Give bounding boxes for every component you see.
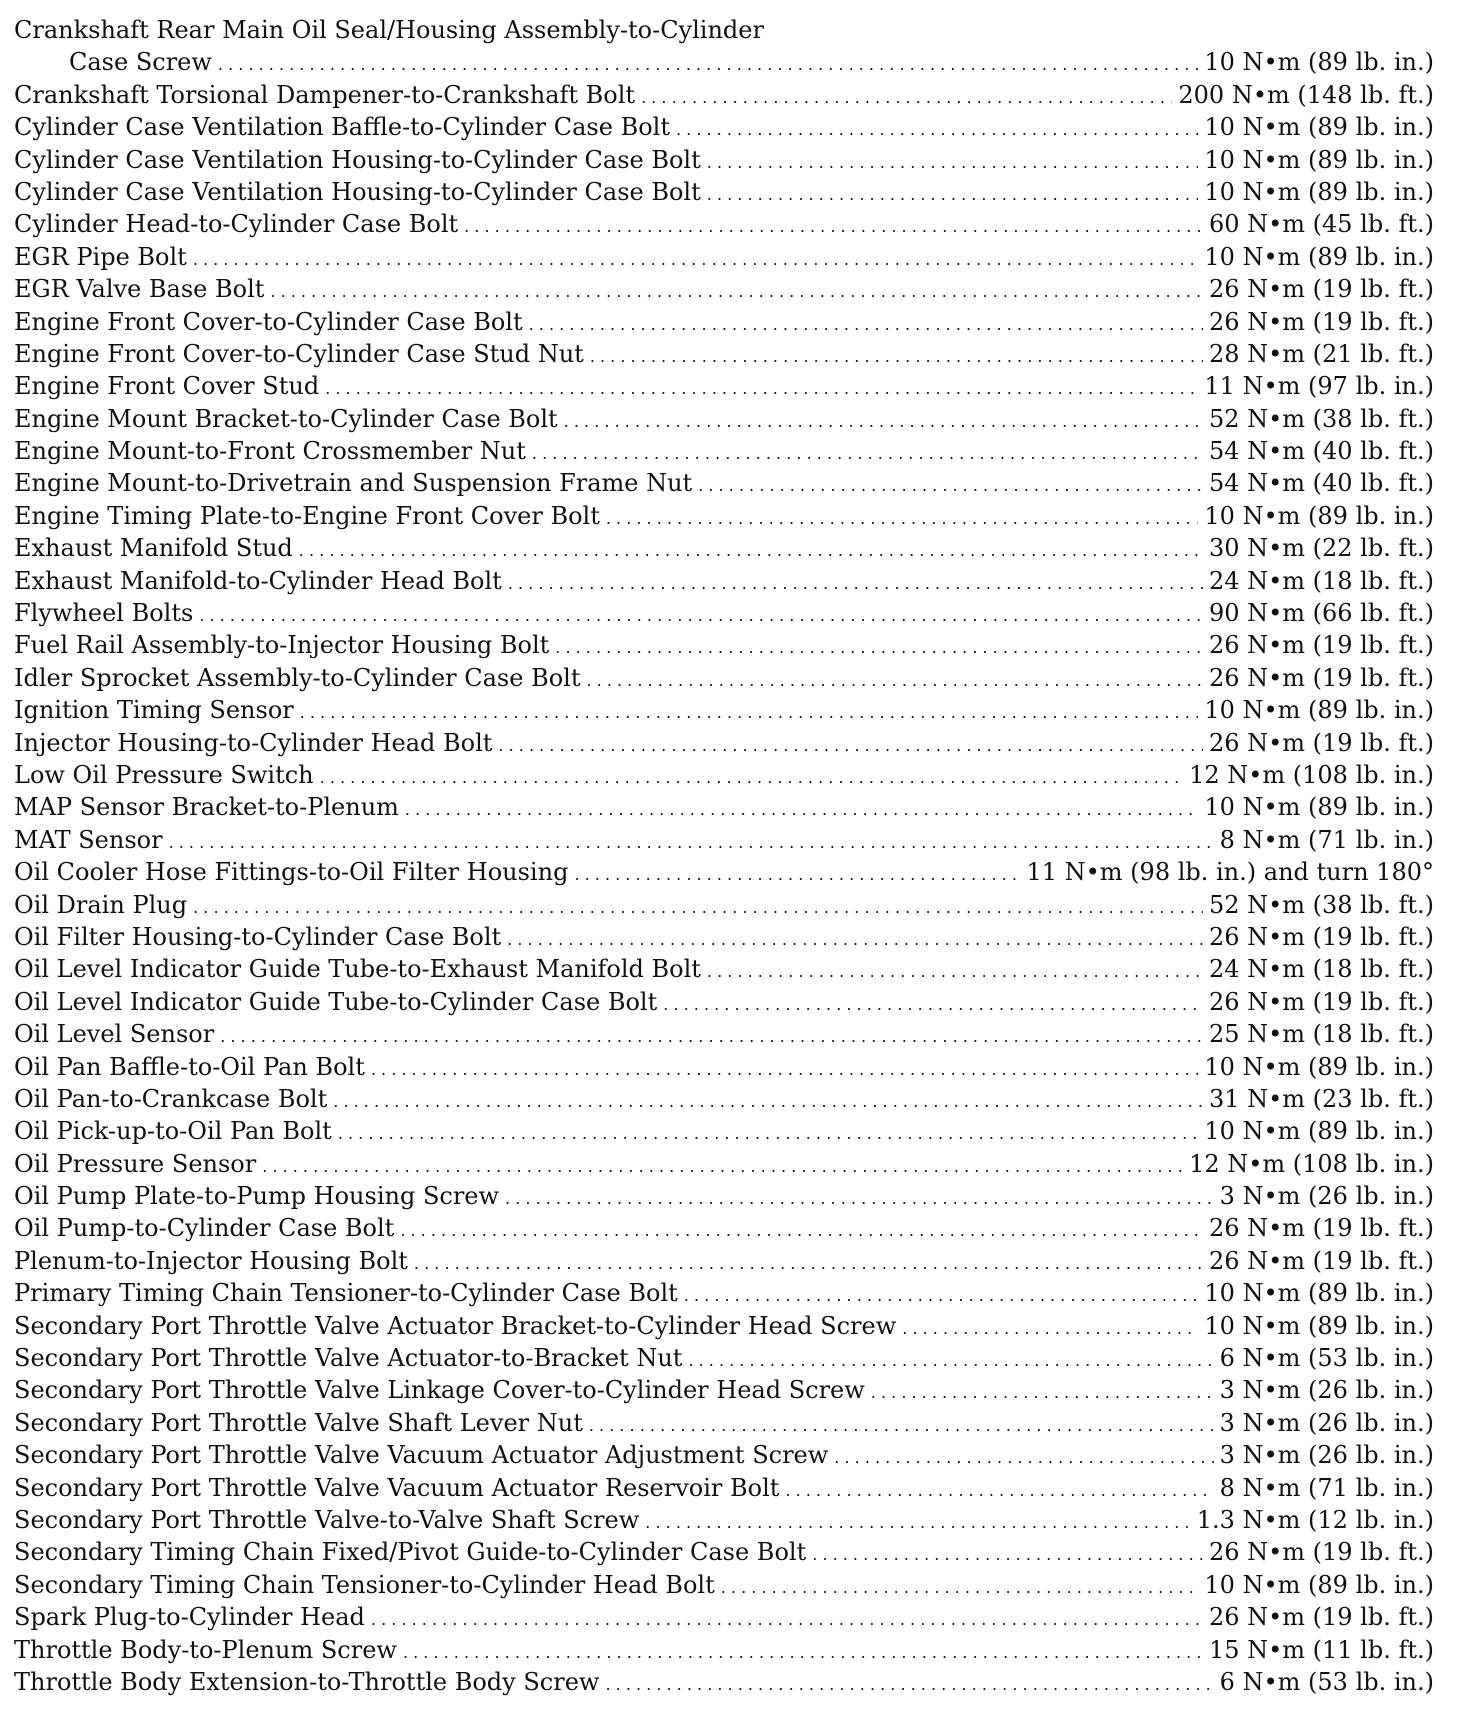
spec-label: Oil Pump-to-Cylinder Case Bolt (14, 1214, 395, 1243)
dot-leader (564, 403, 1203, 435)
spec-label: Oil Pump Plate-to-Pump Housing Screw (14, 1182, 500, 1211)
spec-label: Secondary Timing Chain Fixed/Pivot Guide-to-Cylinder Case Bolt (14, 1538, 807, 1567)
spec-value: 1.3 N•m (12 lb. in.) (1196, 1505, 1434, 1534)
spec-row (14, 403, 1434, 435)
spec-row (14, 1180, 1434, 1212)
spec-label: Low Oil Pressure Switch (14, 760, 314, 789)
spec-value: 26 N•m (19 lb. ft.) (1208, 1246, 1434, 1275)
spec-value: 52 N•m (38 lb. ft.) (1208, 890, 1434, 919)
spec-value: 90 N•m (66 lb. ft.) (1208, 599, 1434, 628)
spec-row (14, 1504, 1434, 1536)
spec-value: 11 N•m (97 lb. in.) (1204, 372, 1434, 401)
spec-value: 26 N•m (19 lb. ft.) (1208, 987, 1434, 1016)
spec-value: 60 N•m (45 lb. ft.) (1208, 210, 1434, 239)
spec-label: Engine Mount-to-Drivetrain and Suspension Frame Nut (14, 469, 693, 498)
spec-row (14, 1439, 1434, 1471)
dot-leader (193, 889, 1203, 921)
spec-label: Oil Pan Baffle-to-Oil Pan Bolt (14, 1052, 365, 1081)
spec-value: 15 N•m (11 lb. ft.) (1208, 1635, 1434, 1664)
dot-leader (645, 1504, 1190, 1536)
spec-label: Engine Mount-to-Front Crossmember Nut (14, 437, 526, 466)
spec-label: Engine Mount Bracket-to-Cylinder Case Bolt (14, 404, 558, 433)
dot-leader (199, 597, 1203, 629)
dot-leader (606, 500, 1198, 532)
spec-value: 26 N•m (19 lb. ft.) (1208, 728, 1434, 757)
spec-label: Engine Front Cover-to-Cylinder Case Bolt (14, 307, 523, 336)
spec-label: Crankshaft Rear Main Oil Seal/Housing Assembly-to-Cylinder (14, 16, 764, 44)
spec-label: Secondary Port Throttle Valve Vacuum Actuator Reservoir Bolt (14, 1473, 780, 1502)
spec-row (14, 1277, 1434, 1309)
spec-value: 10 N•m (89 lb. in.) (1204, 48, 1434, 77)
spec-row (14, 824, 1434, 856)
spec-label: Spark Plug-to-Cylinder Head (14, 1603, 365, 1632)
spec-label: Oil Pressure Sensor (14, 1149, 257, 1178)
spec-label: Secondary Port Throttle Valve Vacuum Actuator Adjustment Screw (14, 1441, 829, 1470)
dot-leader (812, 1536, 1203, 1568)
dot-leader (505, 1180, 1214, 1212)
spec-label: Secondary Port Throttle Valve Actuator-to-Bracket Nut (14, 1344, 683, 1373)
spec-row (14, 435, 1434, 467)
dot-leader (684, 1277, 1199, 1309)
spec-row (14, 1666, 1434, 1698)
dot-leader (400, 1212, 1203, 1244)
spec-row (14, 1536, 1434, 1568)
dot-leader (641, 79, 1172, 111)
spec-label: Idler Sprocket Assembly-to-Cylinder Case Bolt (14, 663, 581, 692)
spec-value: 24 N•m (18 lb. ft.) (1208, 566, 1434, 595)
spec-value: 10 N•m (89 lb. in.) (1204, 1117, 1434, 1146)
spec-label: Secondary Port Throttle Valve-to-Valve Shaft Screw (14, 1505, 640, 1534)
dot-leader (721, 1569, 1199, 1601)
spec-label: Primary Timing Chain Tensioner-to-Cylinder Case Bolt (14, 1279, 678, 1308)
spec-label: Cylinder Case Ventilation Housing-to-Cylinder Case Bolt (14, 145, 701, 174)
spec-row (14, 791, 1434, 823)
dot-leader (574, 856, 1020, 888)
spec-label: MAP Sensor Bracket-to-Plenum (14, 793, 399, 822)
dot-leader (193, 241, 1199, 273)
dot-leader (220, 1018, 1203, 1050)
spec-row (14, 370, 1434, 402)
spec-label: Plenum-to-Injector Housing Bolt (14, 1246, 408, 1275)
spec-row (14, 727, 1434, 759)
dot-leader (405, 791, 1198, 823)
dot-leader (464, 208, 1203, 240)
spec-row (14, 953, 1434, 985)
spec-row (14, 889, 1434, 921)
spec-row (14, 694, 1434, 726)
spec-value: 10 N•m (89 lb. in.) (1204, 1311, 1434, 1340)
spec-value: 10 N•m (89 lb. in.) (1204, 1570, 1434, 1599)
spec-label: Exhaust Manifold Stud (14, 534, 293, 563)
dot-leader (532, 435, 1203, 467)
spec-row (14, 79, 1434, 111)
spec-value: 3 N•m (26 lb. in.) (1219, 1441, 1434, 1470)
spec-value: 10 N•m (89 lb. in.) (1204, 1052, 1434, 1081)
spec-row (14, 1601, 1434, 1633)
spec-row (14, 306, 1434, 338)
spec-label: MAT Sensor (14, 825, 163, 854)
spec-label: Fuel Rail Assembly-to-Injector Housing Bolt (14, 631, 550, 660)
spec-label: Engine Timing Plate-to-Engine Front Cover Bolt (14, 501, 600, 530)
dot-leader (218, 46, 1198, 78)
spec-row (14, 1569, 1434, 1601)
spec-label: Oil Drain Plug (14, 890, 188, 919)
dot-leader (325, 370, 1198, 402)
spec-value: 26 N•m (19 lb. ft.) (1208, 922, 1434, 951)
spec-label: EGR Pipe Bolt (14, 242, 187, 271)
spec-row (14, 986, 1434, 1018)
spec-value: 26 N•m (19 lb. ft.) (1208, 1214, 1434, 1243)
dot-leader (698, 467, 1203, 499)
spec-row (14, 176, 1434, 208)
dot-leader (320, 759, 1183, 791)
spec-value: 26 N•m (19 lb. ft.) (1208, 1603, 1434, 1632)
dot-leader (871, 1374, 1214, 1406)
spec-value: 10 N•m (89 lb. in.) (1204, 177, 1434, 206)
spec-label: Secondary Port Throttle Valve Actuator Bracket-to-Cylinder Head Screw (14, 1311, 897, 1340)
spec-row (14, 241, 1434, 273)
dot-leader (605, 1666, 1213, 1698)
spec-value: 10 N•m (89 lb. in.) (1204, 696, 1434, 725)
spec-label: EGR Valve Base Bolt (14, 275, 265, 304)
spec-value: 26 N•m (19 lb. ft.) (1208, 275, 1434, 304)
spec-label: Cylinder Head-to-Cylinder Case Bolt (14, 210, 459, 239)
dot-leader (676, 111, 1198, 143)
spec-label: Cylinder Case Ventilation Housing-to-Cylinder Case Bolt (14, 177, 701, 206)
spec-row (14, 759, 1434, 791)
spec-row (14, 856, 1434, 888)
spec-row (14, 1018, 1434, 1050)
dot-leader (707, 176, 1199, 208)
spec-row (14, 144, 1434, 176)
dot-leader (371, 1051, 1198, 1083)
spec-value: 200 N•m (148 lb. ft.) (1178, 80, 1434, 109)
spec-label: Case Screw (69, 48, 212, 77)
spec-value: 12 N•m (108 lb. in.) (1189, 760, 1434, 789)
spec-value: 3 N•m (26 lb. in.) (1219, 1376, 1434, 1405)
spec-label: Engine Front Cover Stud (14, 372, 320, 401)
spec-row (14, 662, 1434, 694)
spec-row (14, 500, 1434, 532)
spec-label: Oil Level Indicator Guide Tube-to-Cylinder Case Bolt (14, 987, 658, 1016)
spec-row (14, 1374, 1434, 1406)
spec-row (14, 1472, 1434, 1504)
spec-row (14, 597, 1434, 629)
spec-label: Throttle Body-to-Plenum Screw (14, 1635, 397, 1664)
dot-leader (300, 694, 1199, 726)
spec-value: 26 N•m (19 lb. ft.) (1208, 631, 1434, 660)
spec-value: 8 N•m (71 lb. in.) (1219, 825, 1434, 854)
spec-label: Throttle Body Extension-to-Throttle Body Screw (14, 1667, 600, 1696)
dot-leader (688, 1342, 1213, 1374)
dot-leader (414, 1245, 1203, 1277)
spec-label: Secondary Port Throttle Valve Linkage Cover-to-Cylinder Head Screw (14, 1376, 865, 1405)
dot-leader (333, 1083, 1203, 1115)
spec-label: Engine Front Cover-to-Cylinder Case Stud Nut (14, 339, 584, 368)
dot-leader (299, 532, 1203, 564)
spec-value: 24 N•m (18 lb. ft.) (1208, 955, 1434, 984)
dot-leader (529, 306, 1203, 338)
spec-row (14, 46, 1434, 78)
spec-label: Oil Pan-to-Crankcase Bolt (14, 1084, 328, 1113)
spec-value: 26 N•m (19 lb. ft.) (1208, 307, 1434, 336)
spec-value: 10 N•m (89 lb. in.) (1204, 501, 1434, 530)
dot-leader (371, 1601, 1203, 1633)
spec-label: Cylinder Case Ventilation Baffle-to-Cylinder Case Bolt (14, 113, 670, 142)
spec-row (14, 1083, 1434, 1115)
spec-row (14, 1148, 1434, 1180)
spec-value: 10 N•m (89 lb. in.) (1204, 242, 1434, 271)
spec-label: Injector Housing-to-Cylinder Head Bolt (14, 728, 493, 757)
spec-value: 10 N•m (89 lb. in.) (1204, 113, 1434, 142)
spec-value: 10 N•m (89 lb. in.) (1204, 145, 1434, 174)
spec-value: 25 N•m (18 lb. ft.) (1208, 1020, 1434, 1049)
spec-value: 54 N•m (40 lb. ft.) (1208, 469, 1434, 498)
spec-value: 26 N•m (19 lb. ft.) (1208, 1538, 1434, 1567)
spec-value: 54 N•m (40 lb. ft.) (1208, 437, 1434, 466)
dot-leader (498, 727, 1203, 759)
spec-label: Flywheel Bolts (14, 599, 194, 628)
dot-leader (262, 1148, 1183, 1180)
torque-spec-list (14, 14, 1434, 1698)
spec-row (14, 14, 1434, 46)
spec-value: 6 N•m (53 lb. in.) (1219, 1667, 1434, 1696)
dot-leader (507, 921, 1203, 953)
spec-row (14, 208, 1434, 240)
spec-value: 31 N•m (23 lb. ft.) (1208, 1084, 1434, 1113)
spec-value: 28 N•m (21 lb. ft.) (1208, 339, 1434, 368)
spec-row (14, 1310, 1434, 1342)
spec-value: 30 N•m (22 lb. ft.) (1208, 534, 1434, 563)
spec-label: Crankshaft Torsional Dampener-to-Crankshaft Bolt (14, 80, 636, 109)
spec-row (14, 1212, 1434, 1244)
spec-row (14, 629, 1434, 661)
spec-label: Secondary Port Throttle Valve Shaft Lever Nut (14, 1408, 583, 1437)
spec-row (14, 1342, 1434, 1374)
spec-value: 3 N•m (26 lb. in.) (1219, 1408, 1434, 1437)
spec-value: 8 N•m (71 lb. in.) (1219, 1473, 1434, 1502)
spec-row (14, 921, 1434, 953)
dot-leader (589, 1407, 1214, 1439)
dot-leader (555, 629, 1203, 661)
dot-leader (785, 1472, 1213, 1504)
spec-label: Ignition Timing Sensor (14, 696, 294, 725)
spec-value: 10 N•m (89 lb. in.) (1204, 793, 1434, 822)
spec-value: 10 N•m (89 lb. in.) (1204, 1279, 1434, 1308)
dot-leader (834, 1439, 1213, 1471)
spec-row (14, 1051, 1434, 1083)
spec-label: Oil Level Sensor (14, 1020, 215, 1049)
dot-leader (707, 953, 1203, 985)
dot-leader (707, 144, 1199, 176)
spec-value: 11 N•m (98 lb. in.) and turn 180° (1026, 858, 1434, 887)
dot-leader (590, 338, 1203, 370)
spec-row (14, 338, 1434, 370)
dot-leader (403, 1634, 1203, 1666)
spec-label: Exhaust Manifold-to-Cylinder Head Bolt (14, 566, 502, 595)
spec-label: Oil Cooler Hose Fittings-to-Oil Filter Housing (14, 858, 569, 887)
spec-label: Oil Filter Housing-to-Cylinder Case Bolt (14, 922, 502, 951)
dot-leader (270, 273, 1203, 305)
spec-label: Secondary Timing Chain Tensioner-to-Cylinder Head Bolt (14, 1570, 715, 1599)
dot-leader (586, 662, 1202, 694)
spec-row (14, 532, 1434, 564)
spec-row (14, 1115, 1434, 1147)
spec-row (14, 1407, 1434, 1439)
spec-row (14, 1634, 1434, 1666)
spec-value: 26 N•m (19 lb. ft.) (1208, 663, 1434, 692)
spec-row (14, 273, 1434, 305)
spec-value: 3 N•m (26 lb. in.) (1219, 1182, 1434, 1211)
dot-leader (902, 1310, 1198, 1342)
spec-row (14, 467, 1434, 499)
spec-value: 6 N•m (53 lb. in.) (1219, 1344, 1434, 1373)
spec-row (14, 1245, 1434, 1277)
dot-leader (169, 824, 1214, 856)
spec-value: 52 N•m (38 lb. ft.) (1208, 404, 1434, 433)
dot-leader (338, 1115, 1199, 1147)
spec-value: 12 N•m (108 lb. in.) (1189, 1149, 1434, 1178)
spec-label: Oil Pick-up-to-Oil Pan Bolt (14, 1117, 332, 1146)
spec-label: Oil Level Indicator Guide Tube-to-Exhaust Manifold Bolt (14, 955, 701, 984)
dot-leader (663, 986, 1203, 1018)
dot-leader (508, 565, 1203, 597)
spec-row (14, 565, 1434, 597)
spec-row (14, 111, 1434, 143)
